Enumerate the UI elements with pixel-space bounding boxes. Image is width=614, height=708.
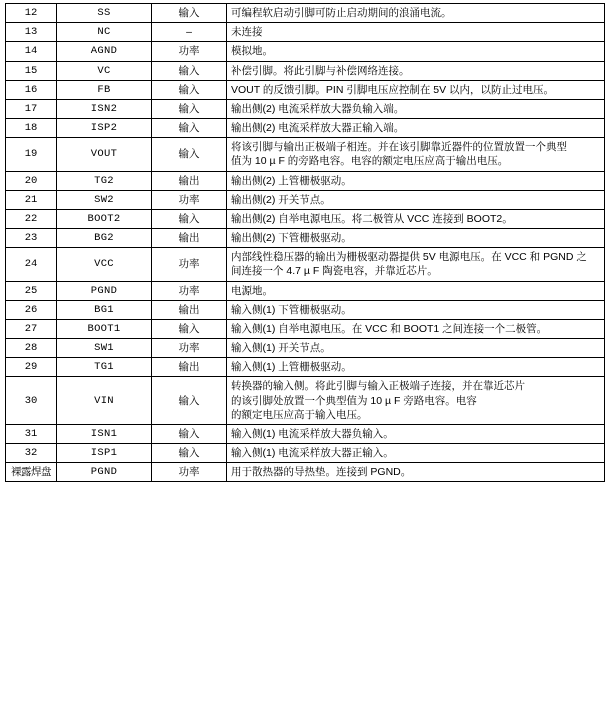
pin-description-table (5, 3, 605, 482)
pin-description-cell (227, 377, 605, 425)
pin-name-cell: VC (57, 61, 152, 80)
pin-type-cell: 输入 (152, 80, 227, 99)
pin-number-cell: 27 (6, 319, 57, 338)
description-line: 电源地。 (231, 284, 273, 297)
description-line: 输入侧(1) 开关节点。 (231, 342, 331, 355)
table-body (6, 4, 605, 482)
pin-description-cell (227, 4, 605, 23)
pin-number-cell: 25 (6, 281, 57, 300)
pin-type-cell: 输入 (152, 377, 227, 425)
table-row (6, 229, 605, 248)
pin-type-cell: 输入 (152, 138, 227, 171)
description-line: 将该引脚与输出正极端子相连。并在该引脚靠近器件的位置放置一个典型 (231, 141, 567, 154)
description-line: 值为 10 µ F 的旁路电容。电容的额定电压应高于输出电压。 (231, 155, 509, 168)
pin-number-cell: 17 (6, 99, 57, 118)
pin-type-cell: 输出 (152, 229, 227, 248)
description-line: 间连接一个 4.7 µ F 陶瓷电容，并靠近芯片。 (231, 265, 438, 278)
pin-type-cell: 功率 (152, 190, 227, 209)
description-line: 输入侧(1) 上管栅极驱动。 (231, 361, 352, 374)
pin-description-cell (227, 444, 605, 463)
pin-name-cell: SS (57, 4, 152, 23)
pin-type-cell: 输入 (152, 99, 227, 118)
table-row (6, 42, 605, 61)
pin-name-cell: BG1 (57, 300, 152, 319)
table-row (6, 119, 605, 138)
pin-name-cell: SW2 (57, 190, 152, 209)
pin-description-cell (227, 463, 605, 482)
pin-type-cell: – (152, 23, 227, 42)
description-line: 的额定电压应高于输入电压。 (231, 408, 368, 421)
pin-type-cell: 输入 (152, 319, 227, 338)
pin-description-cell (227, 424, 605, 443)
pin-description-cell (227, 42, 605, 61)
pin-number-cell: 12 (6, 4, 57, 23)
pin-number-cell: 15 (6, 61, 57, 80)
pin-description-cell (227, 138, 605, 171)
pin-name-cell: AGND (57, 42, 152, 61)
pin-description-cell (227, 358, 605, 377)
pin-description-cell (227, 339, 605, 358)
description-line: 输出侧(2) 自举电源电压。将二极管从 VCC 连接到 BOOT2。 (231, 212, 513, 225)
pin-description-cell (227, 23, 605, 42)
pin-name-cell: PGND (57, 281, 152, 300)
description-line: 输出侧(2) 电流采样放大器正输入端。 (231, 122, 405, 135)
pin-name-cell: BOOT1 (57, 319, 152, 338)
pin-name-cell: FB (57, 80, 152, 99)
table-row (6, 424, 605, 443)
pin-number-cell: 29 (6, 358, 57, 377)
table-row (6, 4, 605, 23)
pin-number-cell: 14 (6, 42, 57, 61)
description-line: 模拟地。 (231, 45, 273, 58)
pin-number-cell: 31 (6, 424, 57, 443)
table-row (6, 248, 605, 281)
description-line: 用于散热器的导热垫。连接到 PGND。 (231, 466, 412, 479)
pin-number-cell: 28 (6, 339, 57, 358)
pin-number-cell: 21 (6, 190, 57, 209)
description-line: 未连接 (231, 26, 263, 39)
pin-name-cell: SW1 (57, 339, 152, 358)
pin-number-cell: 23 (6, 229, 57, 248)
table-row (6, 358, 605, 377)
pin-type-cell: 功率 (152, 339, 227, 358)
pin-name-cell: ISN2 (57, 99, 152, 118)
description-line: 补偿引脚。将此引脚与补偿网络连接。 (231, 64, 410, 77)
table-row (6, 138, 605, 171)
pin-number-cell: 13 (6, 23, 57, 42)
table-row (6, 23, 605, 42)
pin-description-cell (227, 300, 605, 319)
description-line: 输出侧(2) 下管栅极驱动。 (231, 232, 352, 245)
table-row (6, 190, 605, 209)
description-line: 输入侧(1) 自举电源电压。在 VCC 和 BOOT1 之间连接一个二极管。 (231, 322, 548, 335)
pin-name-cell: VOUT (57, 138, 152, 171)
description-line: 可编程软启动引脚可防止启动期间的浪涌电流。 (231, 7, 452, 19)
table-row (6, 377, 605, 425)
table-row (6, 319, 605, 338)
description-line: VOUT 的反馈引脚。PIN 引脚电压应控制在 5V 以内，以防止过电压。 (231, 83, 554, 96)
pin-type-cell: 功率 (152, 248, 227, 281)
pin-description-cell (227, 190, 605, 209)
pin-description-cell (227, 171, 605, 190)
pin-number-cell: 19 (6, 138, 57, 171)
pin-name-cell: VIN (57, 377, 152, 425)
pin-name-cell: ISN1 (57, 424, 152, 443)
table-row (6, 99, 605, 118)
description-line: 内部线性稳压器的输出为栅极驱动器提供 5V 电源电压。在 VCC 和 PGND 之 (231, 251, 587, 264)
pin-type-cell: 输出 (152, 171, 227, 190)
pin-description-cell (227, 319, 605, 338)
pin-type-cell: 输出 (152, 300, 227, 319)
pin-type-cell: 输入 (152, 119, 227, 138)
pin-type-cell: 功率 (152, 42, 227, 61)
pin-name-cell: NC (57, 23, 152, 42)
pin-number-cell: 32 (6, 444, 57, 463)
pin-type-cell: 功率 (152, 463, 227, 482)
pin-name-cell: BOOT2 (57, 209, 152, 228)
pin-description-cell (227, 209, 605, 228)
pin-description-cell (227, 61, 605, 80)
pin-description-cell (227, 80, 605, 99)
description-line: 输入侧(1) 电流采样放大器正输入。 (231, 447, 394, 460)
table-row (6, 444, 605, 463)
pin-number-cell: 18 (6, 119, 57, 138)
pin-number-cell: 24 (6, 248, 57, 281)
description-line: 输出侧(2) 开关节点。 (231, 193, 331, 206)
table-row (6, 300, 605, 319)
pin-name-cell: PGND (57, 463, 152, 482)
pin-type-cell: 输入 (152, 209, 227, 228)
table-row (6, 463, 605, 482)
description-line: 输入侧(1) 下管栅极驱动。 (231, 303, 352, 316)
pin-description-cell (227, 281, 605, 300)
pin-name-cell: BG2 (57, 229, 152, 248)
pin-description-cell (227, 248, 605, 281)
pin-name-cell: TG2 (57, 171, 152, 190)
pin-number-cell: 20 (6, 171, 57, 190)
pin-name-cell: VCC (57, 248, 152, 281)
pin-description-cell (227, 229, 605, 248)
pin-type-cell: 输出 (152, 358, 227, 377)
pin-name-cell: ISP2 (57, 119, 152, 138)
pin-type-cell: 输入 (152, 424, 227, 443)
pin-number-cell: 26 (6, 300, 57, 319)
pin-type-cell: 输入 (152, 444, 227, 463)
description-line: 输出侧(2) 电流采样放大器负输入端。 (231, 102, 405, 115)
pin-description-cell (227, 99, 605, 118)
pin-number-cell: 30 (6, 377, 57, 425)
table-row (6, 339, 605, 358)
description-line: 转换器的输入侧。将此引脚与输入正极端子连接，并在靠近芯片 (231, 380, 525, 393)
pin-type-cell: 输入 (152, 4, 227, 23)
pin-number-cell: 16 (6, 80, 57, 99)
table-row (6, 209, 605, 228)
pin-name-cell: ISP1 (57, 444, 152, 463)
table-row (6, 171, 605, 190)
pin-type-cell: 功率 (152, 281, 227, 300)
pin-number-cell: 22 (6, 209, 57, 228)
description-line: 输入侧(1) 电流采样放大器负输入。 (231, 427, 394, 440)
pin-type-cell: 输入 (152, 61, 227, 80)
description-line: 的该引脚处放置一个典型值为 10 µ F 旁路电容。电容 (231, 394, 477, 407)
table-row (6, 281, 605, 300)
pin-name-cell: TG1 (57, 358, 152, 377)
pin-description-cell (227, 119, 605, 138)
table-row (6, 61, 605, 80)
table-row (6, 80, 605, 99)
description-line: 输出侧(2) 上管栅极驱动。 (231, 174, 352, 187)
pin-number-cell: 裸露焊盘 (6, 463, 57, 482)
